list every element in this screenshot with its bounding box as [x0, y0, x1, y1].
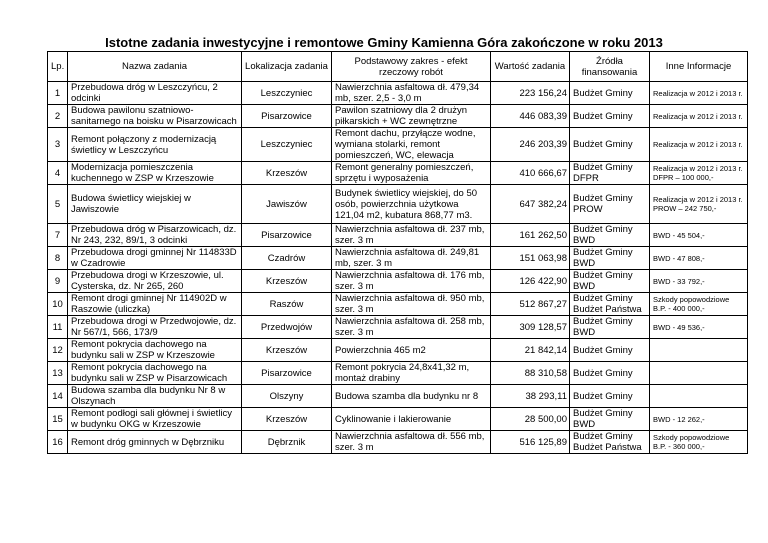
row-location: Olszyny	[242, 385, 332, 408]
row-sources: Budżet Gminy BWD	[570, 247, 650, 270]
row-info	[650, 339, 748, 362]
row-scope: Nawierzchnia asfaltowa dł. 556 mb, szer. 3 m	[332, 431, 491, 454]
table-row	[48, 385, 748, 408]
row-lp: 7	[48, 224, 68, 247]
table-row	[48, 82, 748, 105]
row-value: 309 128,57	[491, 316, 570, 339]
row-info: Realizacja w 2012 i 2013 r. DFPR – 100 000,-	[650, 162, 748, 185]
row-location: Raszów	[242, 293, 332, 316]
row-location: Krzeszów	[242, 339, 332, 362]
row-lp: 4	[48, 162, 68, 185]
row-value: 38 293,11	[491, 385, 570, 408]
row-info: Szkody popowodziowe B.P. - 400 000,-	[650, 293, 748, 316]
row-value: 151 063,98	[491, 247, 570, 270]
row-lp: 14	[48, 385, 68, 408]
table-row	[48, 247, 748, 270]
row-task-name: Przebudowa dróg w Pisarzowicach, dz. Nr 243, 232, 89/1, 3 odcinki	[68, 224, 242, 247]
header-value: Wartość zadania	[491, 52, 570, 82]
table-row	[48, 339, 748, 362]
row-location: Pisarzowice	[242, 224, 332, 247]
row-location: Leszczyniec	[242, 82, 332, 105]
investment-table	[47, 51, 748, 454]
row-sources: Budżet Gminy BWD	[570, 224, 650, 247]
row-scope: Remont dachu, przyłącze wodne, wymiana stolarki, remont pomieszczeń, WC, elewacja	[332, 128, 491, 162]
row-value: 21 842,14	[491, 339, 570, 362]
row-scope: Nawierzchnia asfaltowa dł. 237 mb, szer. 3 m	[332, 224, 491, 247]
row-info: Realizacja w 2012 i 2013 r.	[650, 105, 748, 128]
table-row	[48, 316, 748, 339]
row-task-name: Remont połączony z modernizacją świetlicy w Leszczyńcu	[68, 128, 242, 162]
row-lp: 15	[48, 408, 68, 431]
row-location: Czadrów	[242, 247, 332, 270]
row-lp: 16	[48, 431, 68, 454]
row-task-name: Modernizacja pomieszczenia kuchennego w ZSP w Krzeszowie	[68, 162, 242, 185]
row-task-name: Remont dróg gminnych w Dębrzniku	[68, 431, 242, 454]
row-scope: Cyklinowanie i lakierowanie	[332, 408, 491, 431]
row-task-name: Budowa pawilonu szatniowo-sanitarnego na boisku w Pisarzowicach	[68, 105, 242, 128]
row-sources: Budżet Gminy	[570, 82, 650, 105]
row-info: BWD - 47 808,-	[650, 247, 748, 270]
row-sources: Budżet Gminy BWD	[570, 316, 650, 339]
row-value: 512 867,27	[491, 293, 570, 316]
table-row	[48, 408, 748, 431]
table-row	[48, 270, 748, 293]
row-lp: 10	[48, 293, 68, 316]
row-info: BWD - 33 792,-	[650, 270, 748, 293]
row-info	[650, 385, 748, 408]
row-scope: Remont pokrycia 24,8x41,32 m, montaż drabiny	[332, 362, 491, 385]
table-row	[48, 431, 748, 454]
header-info: Inne Informacje	[650, 52, 748, 82]
row-task-name: Remont podłogi sali głównej i świetlicy w budynku OKG w Krzeszowie	[68, 408, 242, 431]
row-location: Krzeszów	[242, 162, 332, 185]
row-lp: 8	[48, 247, 68, 270]
row-value: 410 666,67	[491, 162, 570, 185]
table-row	[48, 362, 748, 385]
row-sources: Budżet Gminy BWD	[570, 270, 650, 293]
row-location: Krzeszów	[242, 408, 332, 431]
row-scope: Nawierzchnia asfaltowa dł. 258 mb, szer. 3 m	[332, 316, 491, 339]
row-sources: Budżet Gminy BWD	[570, 408, 650, 431]
row-task-name: Przebudowa drogi gminnej Nr 114833D w Czadrowie	[68, 247, 242, 270]
row-info: Realizacja w 2012 i 2013 r. PROW – 242 750,-	[650, 185, 748, 224]
row-scope: Nawierzchnia asfaltowa dł. 479,34 mb, szer. 2,5 - 3,0 m	[332, 82, 491, 105]
row-scope: Pawilon szatniowy dla 2 drużyn piłkarskich + WC zewnętrzne	[332, 105, 491, 128]
row-value: 446 083,39	[491, 105, 570, 128]
row-value: 647 382,24	[491, 185, 570, 224]
row-info: BWD - 49 536,-	[650, 316, 748, 339]
row-scope: Nawierzchnia asfaltowa dł. 249,81 mb, szer. 3 m	[332, 247, 491, 270]
row-sources: Budżet Gminy PROW	[570, 185, 650, 224]
row-task-name: Budowa szamba dla budynku Nr 8 w Olszynach	[68, 385, 242, 408]
row-scope: Nawierzchnia asfaltowa dł. 176 mb, szer. 3 m	[332, 270, 491, 293]
row-location: Przedwojów	[242, 316, 332, 339]
row-task-name: Przebudowa drogi w Krzeszowie, ul. Cysterska, dz. Nr 265, 260	[68, 270, 242, 293]
row-lp: 11	[48, 316, 68, 339]
row-scope: Nawierzchnia asfaltowa dł. 950 mb, szer. 3 m	[332, 293, 491, 316]
row-scope: Budynek świetlicy wiejskiej, do 50 osób, powierzchnia użytkowa 121,04 m2, kubatura 868,77 m3.	[332, 185, 491, 224]
row-value: 28 500,00	[491, 408, 570, 431]
header-name: Nazwa zadania	[68, 52, 242, 82]
table-row	[48, 105, 748, 128]
header-sources: Źródła finansowania	[570, 52, 650, 82]
row-lp: 9	[48, 270, 68, 293]
row-lp: 3	[48, 128, 68, 162]
row-lp: 12	[48, 339, 68, 362]
header-scope: Podstawowy zakres - efekt rzeczowy robót	[332, 52, 491, 82]
row-location: Krzeszów	[242, 270, 332, 293]
table-row	[48, 185, 748, 224]
row-lp: 2	[48, 105, 68, 128]
row-scope: Remont generalny pomieszczeń, sprzętu i wyposażenia	[332, 162, 491, 185]
row-value: 161 262,50	[491, 224, 570, 247]
header-location: Lokalizacja zadania	[242, 52, 332, 82]
row-task-name: Remont drogi gminnej Nr 114902D w Raszowie (uliczka)	[68, 293, 242, 316]
row-sources: Budżet Gminy Budżet Państwa	[570, 431, 650, 454]
row-sources: Budżet Gminy DFPR	[570, 162, 650, 185]
row-task-name: Remont pokrycia dachowego na budynku sali w ZSP w Krzeszowie	[68, 339, 242, 362]
row-task-name: Przebudowa dróg w Leszczyńcu, 2 odcinki	[68, 82, 242, 105]
row-info	[650, 362, 748, 385]
row-lp: 1	[48, 82, 68, 105]
row-value: 516 125,89	[491, 431, 570, 454]
row-location: Pisarzowice	[242, 105, 332, 128]
row-value: 126 422,90	[491, 270, 570, 293]
row-sources: Budżet Gminy	[570, 339, 650, 362]
row-location: Jawiszów	[242, 185, 332, 224]
row-sources: Budżet Gminy Budżet Państwa	[570, 293, 650, 316]
row-lp: 13	[48, 362, 68, 385]
row-info: BWD - 45 504,-	[650, 224, 748, 247]
row-task-name: Budowa świetlicy wiejskiej w Jawiszowie	[68, 185, 242, 224]
row-info: Realizacja w 2012 i 2013 r.	[650, 82, 748, 105]
header-lp: Lp.	[48, 52, 68, 82]
row-value: 88 310,58	[491, 362, 570, 385]
table-row	[48, 128, 748, 162]
row-scope: Powierzchnia 465 m2	[332, 339, 491, 362]
row-value: 223 156,24	[491, 82, 570, 105]
table-row	[48, 224, 748, 247]
row-task-name: Remont pokrycia dachowego na budynku sali w ZSP w Pisarzowicach	[68, 362, 242, 385]
row-location: Leszczyniec	[242, 128, 332, 162]
row-info: Szkody popowodziowe B.P. - 360 000,-	[650, 431, 748, 454]
row-value: 246 203,39	[491, 128, 570, 162]
row-location: Dębrznik	[242, 431, 332, 454]
row-scope: Budowa szamba dla budynku nr 8	[332, 385, 491, 408]
row-location: Pisarzowice	[242, 362, 332, 385]
table-row	[48, 162, 748, 185]
row-sources: Budżet Gminy	[570, 385, 650, 408]
header-row	[48, 52, 748, 82]
row-sources: Budżet Gminy	[570, 362, 650, 385]
row-info: BWD - 12 262,-	[650, 408, 748, 431]
page-title: Istotne zadania inwestycyjne i remontowe Gminy Kamienna Góra zakończone w roku 2013	[105, 35, 663, 50]
row-sources: Budżet Gminy	[570, 128, 650, 162]
table-row	[48, 293, 748, 316]
row-task-name: Przebudowa drogi w Przedwojowie, dz. Nr 567/1, 566, 173/9	[68, 316, 242, 339]
row-lp: 5	[48, 185, 68, 224]
row-sources: Budżet Gminy	[570, 105, 650, 128]
row-info: Realizacja w 2012 i 2013 r.	[650, 128, 748, 162]
